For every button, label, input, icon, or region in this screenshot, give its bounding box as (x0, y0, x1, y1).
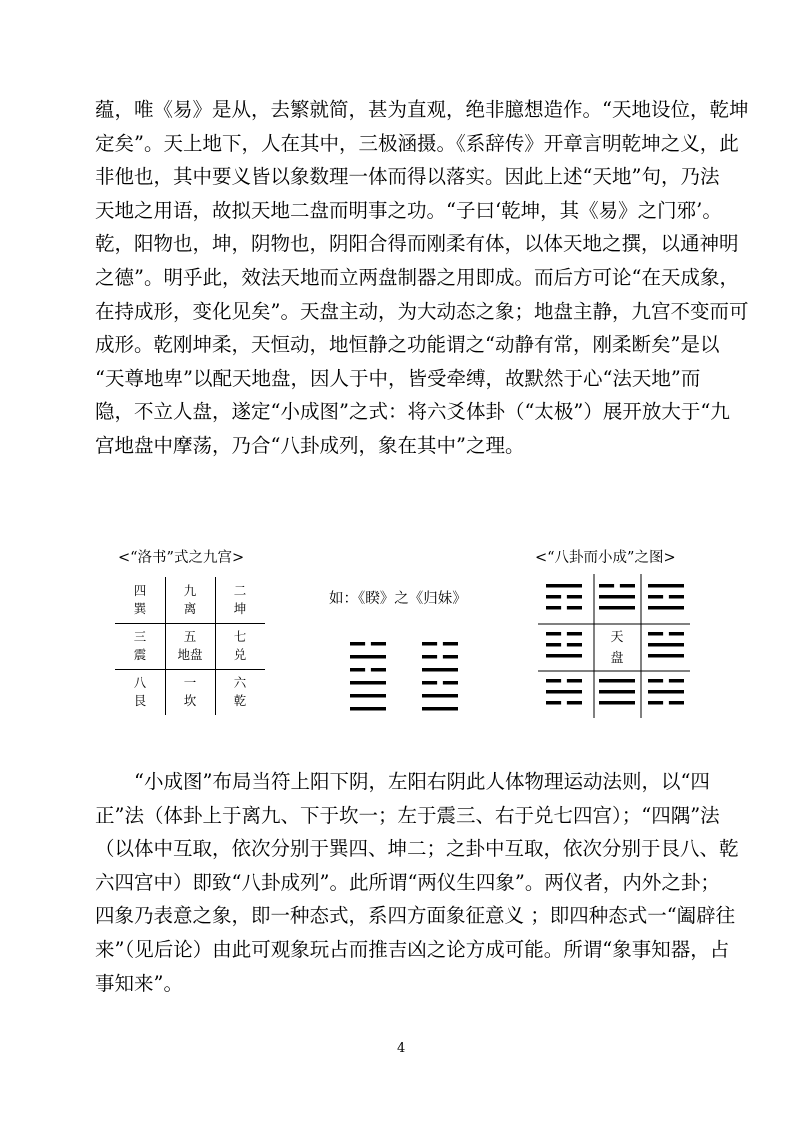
palace-trigram-name: 兑 (233, 647, 247, 662)
palace-trigram-name: 离 (183, 601, 197, 616)
yin-line-segment (443, 655, 458, 659)
loshu-cell (215, 577, 265, 623)
center-label: 天 (610, 630, 624, 645)
yin-line-segment (669, 595, 684, 599)
text-line: 成形。乾刚坤柔，天恒动，地恒静之功能谓之“动静有常，刚柔断矣”是以 (95, 333, 720, 357)
palace-trigram-name: 艮 (133, 693, 147, 708)
yin-line-segment (567, 701, 582, 705)
loshu-cell (165, 577, 215, 623)
bagua-small-completion-diagram (538, 574, 690, 718)
yin-line-segment (546, 679, 561, 683)
loshu-grid (115, 577, 265, 715)
yin-line-segment (648, 595, 663, 599)
text-line: “天尊地卑”以配天地盘，因人于中，皆受牵缚，故默然于心“法天地”而 (95, 366, 701, 390)
loshu-cell (115, 623, 165, 669)
yin-line-segment (546, 632, 561, 636)
hexagram-caption: 如：《睽》之《归妹》 (329, 591, 467, 607)
yin-line-segment (599, 584, 614, 588)
yin-line-segment (546, 595, 561, 599)
body-paragraph-1 (95, 93, 749, 463)
yin-line-segment (567, 643, 582, 647)
text-line: 四象乃表意之象，即一种态式，系四方面象征意义 ；即四种态式一“阖辟往 (95, 904, 736, 928)
yin-line-segment (567, 632, 582, 636)
palace-trigram-name: 震 (133, 647, 147, 662)
text-line: 事知来”。 (95, 971, 183, 995)
text-line: 非他也，其中要义皆以象数理一体而得以落实。因此上述“天地”句，乃法 (95, 165, 720, 189)
yang-line (350, 681, 386, 685)
loshu-cell (115, 577, 165, 623)
palace-trigram-name: 坤 (233, 601, 247, 616)
yang-line (599, 606, 635, 610)
text-line: 正”法（体卦上于离九、下于坎一；左于震三、右于兑七四宫）；“四隅”法 (95, 803, 720, 827)
yin-line-segment (546, 701, 561, 705)
yin-line-segment (546, 606, 561, 610)
page-number: 4 (397, 1041, 406, 1056)
yin-line-segment (546, 643, 561, 647)
yang-line (546, 584, 582, 588)
yin-line-segment (350, 642, 365, 646)
yang-line (599, 679, 635, 683)
yang-line (599, 690, 635, 694)
yang-line (648, 654, 684, 658)
palace-number: 四 (133, 583, 147, 598)
loshu-cell (115, 669, 165, 715)
yin-line-segment (648, 701, 663, 705)
palace-number: 八 (133, 675, 147, 690)
yang-line (422, 668, 458, 672)
text-line: 来”（见后论）由此可观象玩占而推吉凶之论方成可能。所谓“象事知器，占 (95, 937, 730, 961)
yang-line (648, 643, 684, 647)
yang-line (648, 584, 684, 588)
yin-line-segment (567, 679, 582, 683)
yin-line-segment (567, 606, 582, 610)
yin-line-segment (648, 679, 663, 683)
yin-line-segment (669, 632, 684, 636)
text-line: 蕴，唯《易》是从，去繁就简，甚为直观，绝非臆想造作。“天地设位，乾坤 (95, 98, 749, 121)
text-line: 天地之用语，故拟天地二盘而明事之功。“子曰‘乾坤，其《易》之门邪’。 (95, 198, 722, 222)
yin-line-segment (422, 642, 437, 646)
yang-line (599, 701, 635, 705)
yin-line-segment (422, 655, 437, 659)
palace-number: 一 (183, 675, 197, 690)
palace-trigram-name: 巽 (133, 601, 147, 616)
yang-line (546, 654, 582, 658)
yin-line-segment (350, 668, 365, 672)
yin-line-segment (422, 681, 437, 685)
palace-trigram-name: 乾 (233, 693, 247, 708)
palace-number: 六 (233, 675, 247, 690)
yang-line (422, 707, 458, 711)
yin-line-segment (669, 701, 684, 705)
text-line: 定矣”。天上地下，人在其中，三极涵摄。《系辞传》开章言明乾坤之义，此 (95, 131, 739, 155)
yin-line-segment (669, 679, 684, 683)
text-line: 六四宫中）即致“八卦成列”。此所谓“两仪生四象”。两仪者，内外之卦； (95, 870, 720, 894)
palace-number: 五 (183, 629, 197, 644)
palace-number: 三 (133, 629, 147, 644)
yang-line (350, 707, 386, 711)
yin-line-segment (620, 584, 635, 588)
palace-number: 二 (233, 583, 247, 598)
yang-line (546, 690, 582, 694)
loshu-caption: <“洛书”式之九宫> (118, 550, 245, 566)
text-line: （以体中互取，依次分别于巽四、坤二；之卦中互取，依次分别于艮八、乾 (95, 837, 739, 861)
palace-number: 七 (233, 629, 247, 644)
yang-line (599, 595, 635, 599)
hexagram-pair (340, 630, 465, 720)
loshu-cell (215, 669, 265, 715)
yang-line (648, 690, 684, 694)
palace-trigram-name: 坎 (183, 693, 197, 708)
yang-line (648, 606, 684, 610)
text-line: 在持成形，变化见矣”。天盘主动，为大动态之象；地盘主静，九宫不变而可 (95, 299, 749, 323)
text-line: 乾，阳物也，坤，阴物也，阴阳合得而刚柔有体，以体天地之撰，以通神明 (95, 232, 739, 256)
loshu-cell (215, 623, 265, 669)
palace-trigram-name: 地盘 (177, 647, 203, 662)
text-line: 之德”。明乎此，效法天地而立两盘制器之用即成。而后方可论“在天成象， (95, 265, 739, 289)
body-paragraph-2 (95, 765, 739, 1000)
loshu-cell (165, 623, 215, 669)
center-label: 盘 (610, 651, 624, 666)
text-line: “小成图”布局当符上阳下阴，左阳右阴此人体物理运动法则，以“四 (95, 770, 710, 793)
yin-line-segment (648, 632, 663, 636)
yin-line-segment (371, 668, 386, 672)
text-line: 隐，不立人盘，遂定“小成图”之式：将六爻体卦（“太极”）展开放大于“九 (95, 400, 730, 424)
yin-line-segment (443, 642, 458, 646)
yin-line-segment (443, 681, 458, 685)
yin-line-segment (371, 642, 386, 646)
yang-line (350, 694, 386, 698)
yin-line-segment (567, 595, 582, 599)
palace-number: 九 (183, 583, 197, 598)
loshu-cell (165, 669, 215, 715)
yang-line (350, 655, 386, 659)
text-line: 宫地盘中摩荡，乃合“八卦成列，象在其中”之理。 (95, 433, 525, 457)
bagua-caption: <“八卦而小成”之图> (535, 550, 676, 566)
yang-line (422, 694, 458, 698)
